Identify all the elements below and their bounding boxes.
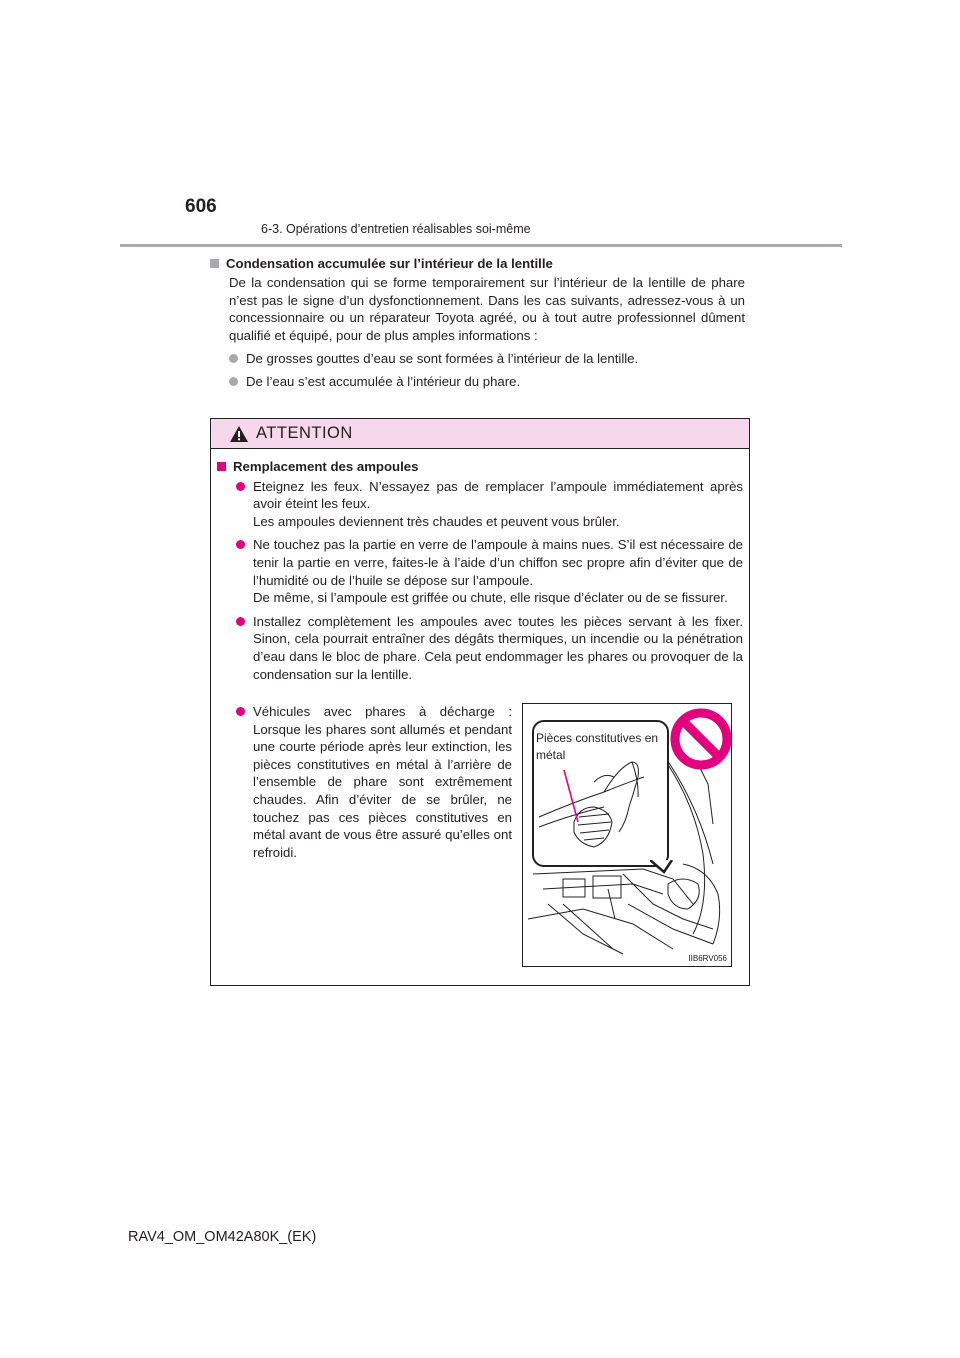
list-item bbox=[229, 373, 745, 390]
headlight-illustration bbox=[522, 703, 732, 967]
attention-box bbox=[210, 418, 750, 986]
list-item bbox=[217, 703, 512, 861]
callout-label: Pièces constitutives en métal bbox=[536, 731, 659, 762]
square-bullet-icon bbox=[210, 259, 219, 268]
list-item-text: De l’eau s’est accumulée à l’intérieur du phare. bbox=[246, 374, 521, 390]
condensation-heading bbox=[210, 255, 745, 272]
condensation-paragraph: De la condensation qui se forme temporairement sur l’intérieur de la lentille de phare n’est pas le signe d’un dysfonctionnement. Dans les cas suivants, adressez-vous à un concessionnaire ou un réparateur Toyota agréé, ou à tout autre professionnel dûment qualifié et équipé, pour de plus amples informations : bbox=[229, 275, 745, 343]
list-item bbox=[236, 478, 743, 531]
circle-bullet-icon bbox=[236, 540, 245, 549]
header-rule bbox=[120, 244, 842, 247]
circle-bullet-icon bbox=[236, 617, 245, 626]
attention-title: ATTENTION bbox=[256, 424, 353, 442]
list-item bbox=[229, 350, 745, 367]
list-item-text: Véhicules avec phares à décharge : Lorsque les phares sont allumés et pendant une courte période après leur extinction, les pièces constitutives en métal à l’arrière de l’ensemble de phare sont extrêmement chaudes. Afin d’éviter de se brûler, ne touchez pas ces pièces constitutives en métal avant de vous être assuré qu’elles ont refroidi. bbox=[253, 704, 512, 860]
page-number: 606 bbox=[185, 196, 217, 217]
attention-header bbox=[211, 419, 749, 449]
list-item-text: Eteignez les feux. N’essayez pas de remplacer l’ampoule immédiatement après avoir éteint les feux. Les ampoules deviennent très chaudes et peuvent vous brûler. bbox=[253, 478, 743, 529]
list-item-text: Ne touchez pas la partie en verre de l’ampoule à mains nues. S’il est nécessaire de tenir la partie en verre, faites-le à l’aide d’un chiffon sec propre afin d’éviter que de l’humidité ou de l’huile se dépose sur l’ampoule. De même, si l’ampoule est griffée ou chute, elle risque d’éclater ou de se fissurer. bbox=[253, 537, 743, 606]
circle-bullet-icon bbox=[229, 377, 238, 386]
list-item bbox=[236, 536, 743, 606]
attention-heading-text: Remplacement des ampoules bbox=[233, 459, 419, 474]
callout-pointer-icon bbox=[650, 860, 680, 878]
list-item bbox=[236, 613, 743, 683]
attention-heading bbox=[217, 458, 743, 476]
condensation-section bbox=[210, 255, 745, 397]
section-title: 6-3. Opérations d’entretien réalisables soi-même bbox=[261, 222, 531, 236]
circle-bullet-icon bbox=[236, 707, 245, 716]
attention-body bbox=[217, 458, 743, 689]
circle-bullet-icon bbox=[236, 482, 245, 491]
square-bullet-icon bbox=[217, 462, 226, 471]
list-item-text: De grosses gouttes d’eau se sont formées à l’intérieur de la lentille. bbox=[246, 351, 639, 367]
list-item-text: Installez complètement les ampoules avec toutes les pièces servant à les fixer. Sinon, cela pourrait entraîner des dégâts thermiques, un incendie ou la pénétration d’eau dans le bloc de phare. Cela peut endommager les phares ou provoquer de la condensation sur la lentille. bbox=[253, 613, 743, 682]
circle-bullet-icon bbox=[229, 354, 238, 363]
document-code: RAV4_OM_OM42A80K_(EK) bbox=[128, 1229, 317, 1245]
figure-code: IIB6RV056 bbox=[688, 954, 727, 963]
warning-triangle-icon bbox=[229, 425, 249, 443]
prohibited-icon bbox=[666, 704, 736, 774]
condensation-heading-text: Condensation accumulée sur l’intérieur de la lentille bbox=[226, 256, 553, 271]
